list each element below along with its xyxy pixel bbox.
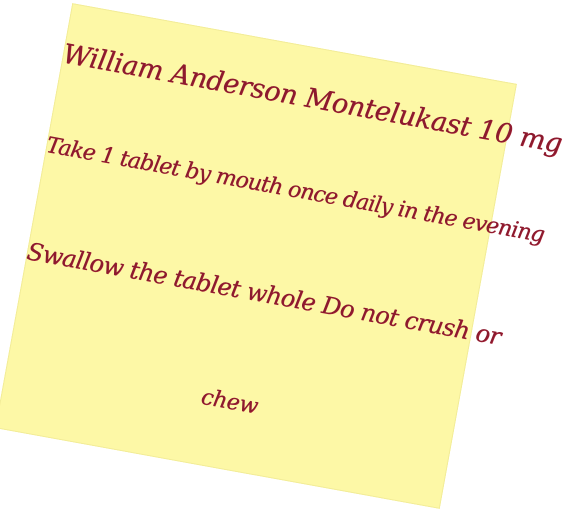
note-line-dosage-instruction: Take 1 tablet by mouth once daily in the evening [44,132,546,248]
note-line-swallow-instruction: Swallow the tablet whole Do not crush or [24,237,503,351]
note-line-chew: chew [199,384,260,420]
note-line-patient-medication: William Anderson Montelukast 10 mg [60,38,565,160]
sticky-note [0,3,565,509]
